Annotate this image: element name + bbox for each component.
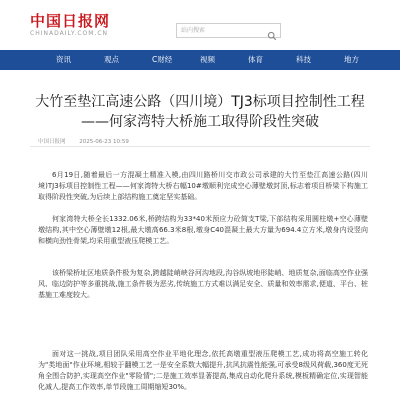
nav-item-tech[interactable]: 科技: [296, 55, 311, 64]
search-icon[interactable]: [267, 26, 277, 36]
main-nav: [0, 50, 400, 70]
search-box: [176, 23, 281, 38]
article-paragraph: 何家湾特大桥全长1332.06米,桥跨结构为33*40米预应力砼简支T梁,下部结构采用圆柱墩+空心薄壁墩结构,其中空心薄壁墩12根,最大墩高66.3米8根,墩身C40混凝土最大方量为694.4立方米,墩身内设竖向和横向劲性骨架,均采用重型液压爬模工艺。: [38, 215, 368, 245]
site-logo[interactable]: [30, 12, 150, 42]
nav-item-finance[interactable]: C财经: [152, 55, 173, 64]
nav-item-local[interactable]: 地方: [344, 55, 359, 64]
nav-item-sports[interactable]: 体育: [248, 55, 263, 64]
article-paragraph: 面对这一挑战,项目团队采用高空作业平地化理念,依托高墩重型液压爬模工艺,成功将高空施工转化为"类地面"作业环境,相较于翻模工艺一是安全系数大幅提升,抗风抗震性能强,可承受8级风荷载,360度无死角全围合防护,实现高空作业"零险情";二是施工效率显著提高,集成自动化爬升系统,模板精确定位,实现智能化减人,提高工作效率,单节段施工周期缩短30%。: [38, 350, 368, 391]
nav-item-news[interactable]: 资讯: [56, 55, 71, 64]
article-title: 大竹至垫江高速公路（四川境）TJ3标项目控制性工程——何家湾特大桥施工取得阶段性突破: [35, 94, 365, 130]
article-date: 2025-06-23 10:59: [79, 139, 129, 145]
article-source: 中国日报网: [38, 139, 66, 145]
logo-english-text: CHINADAILY.COM.CN: [30, 30, 109, 37]
title-divider: [30, 146, 370, 147]
article-paragraph: 该桥梁桥址区地质条件极为复杂,跨越陡峭峡谷河沟地段,沟谷纵坡地形陡峭、地质复杂,面临高空作业强风、临边防护等多重挑战,施工条件极为恶劣,传统施工方式难以满足安全、质量和效率需求,便道、平台、桩基施工难度较大。: [38, 269, 368, 299]
logo-chinese-text: 中国日报网: [30, 12, 111, 30]
nav-item-video[interactable]: 视频: [200, 55, 215, 64]
article-paragraph: 6月19日,随着最后一方混凝土精准入模,由四川路桥川交市政公司承建的大竹至垫江高速公路(四川境)TJ3标项目控制性工程——何家湾特大桥右幅10#墩顺利完成空心薄壁墩封顶,标志着项目桥梁下构施工取得阶段性突破,为后续上部结构施工奠定坚实基础。: [38, 171, 368, 201]
nav-item-opinion[interactable]: 观点: [104, 55, 119, 64]
site-header: [0, 0, 400, 48]
search-input[interactable]: [181, 25, 263, 36]
article-meta: [38, 137, 141, 145]
